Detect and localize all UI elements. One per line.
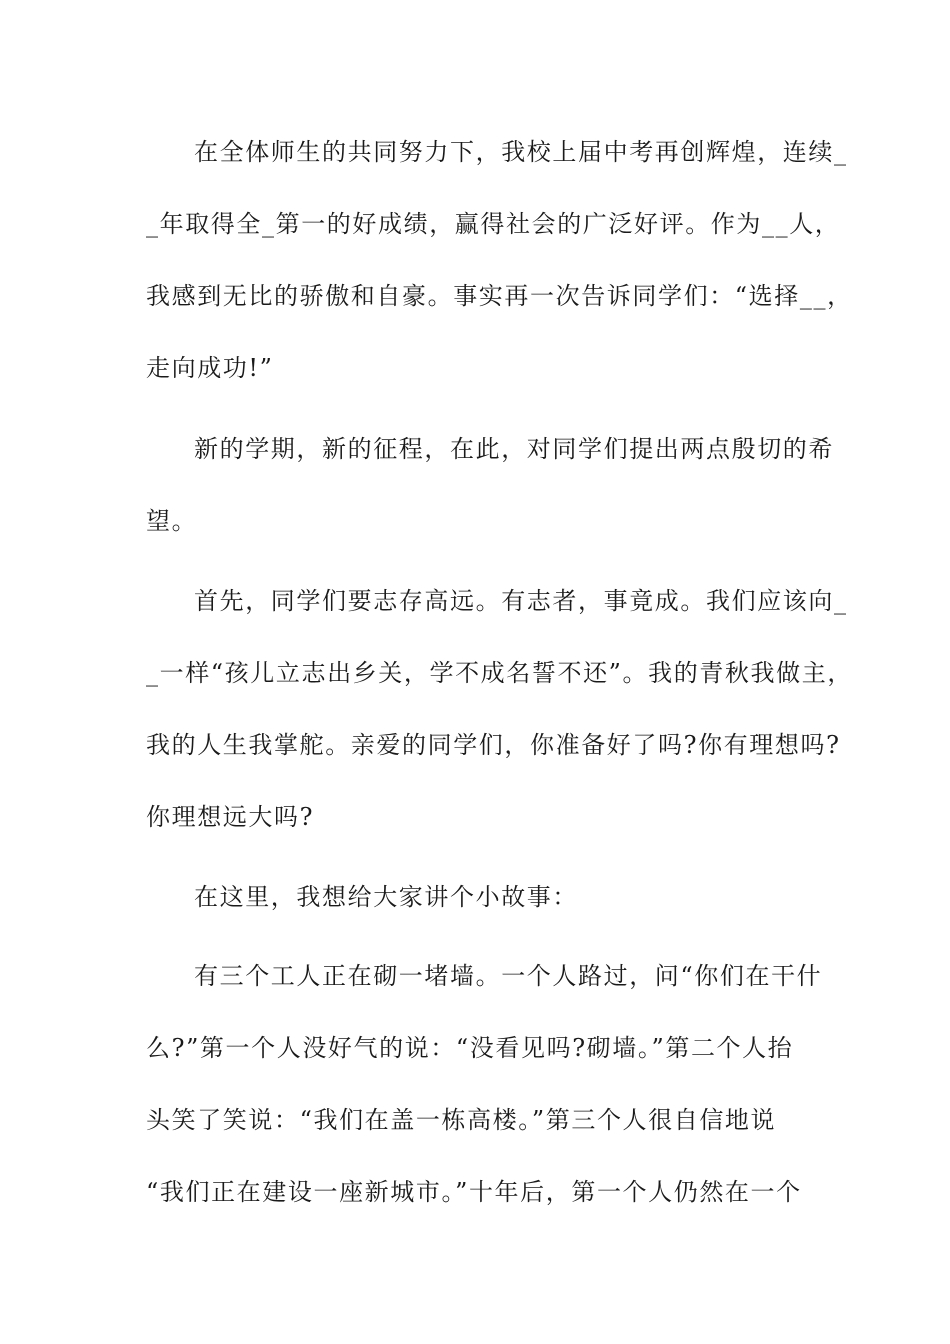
paragraph-2-line-1: 新的学期，新的征程，在此，对同学们提出两点殷切的希 [194, 435, 834, 463]
paragraph-3-line-3: 我的人生我掌舵。亲爱的同学们，你准备好了吗?你有理想吗? [146, 731, 841, 759]
paragraph-1-line-1: 在全体师生的共同努力下，我校上届中考再创辉煌，连续_ [194, 138, 848, 166]
paragraph-1-line-2: _年取得全_第一的好成绩，赢得社会的广泛好评。作为__人， [146, 210, 841, 238]
paragraph-4-line-1: 在这里，我想给大家讲个小故事： [194, 883, 578, 911]
paragraph-5-line-4: “我们正在建设一座新城市。”十年后，第一个人仍然在一个 [146, 1178, 802, 1206]
paragraph-5-line-1: 有三个工人正在砌一堵墙。一个人路过，问“你们在干什 [194, 962, 823, 990]
paragraph-3-line-1: 首先，同学们要志存高远。有志者，事竟成。我们应该向_ [194, 587, 848, 615]
paragraph-3-line-4: 你理想远大吗? [146, 803, 315, 831]
paragraph-5-line-2: 么?”第一个人没好气的说：“没看见吗?砌墙。”第二个人抬 [146, 1034, 794, 1062]
paragraph-5-line-3: 头笑了笑说：“我们在盖一栋高楼。”第三个人很自信地说 [146, 1106, 777, 1134]
paragraph-3-line-2: _一样“孩儿立志出乡关，学不成名誓不还”。我的青秋我做主， [146, 659, 853, 687]
paragraph-2-line-2: 望。 [146, 507, 198, 535]
paragraph-1-line-3: 我感到无比的骄傲和自豪。事实再一次告诉同学们：“选择__， [146, 282, 853, 310]
paragraph-1-line-4: 走向成功!” [146, 354, 274, 382]
